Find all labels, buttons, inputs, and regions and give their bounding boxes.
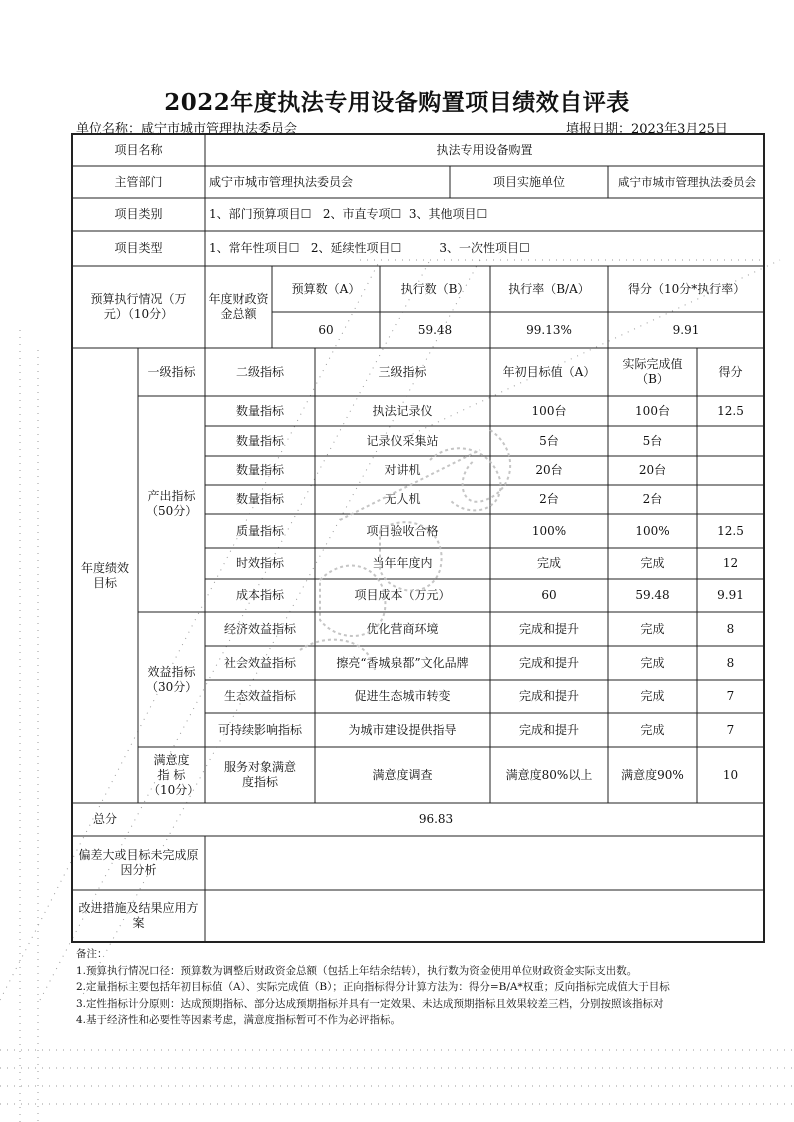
row-l3: 无人机 [384, 492, 421, 506]
l3-header: 三级指标 [378, 364, 427, 379]
category-value: 1、部门预算项目☐ 2、市直专项☐ 3、其他项目☐ [209, 207, 488, 221]
total-label: 总分 [92, 812, 117, 826]
row-l2: 数量指标 [235, 433, 284, 448]
row-l3: 对讲机 [384, 463, 421, 477]
row-target: 完成和提升 [518, 689, 579, 703]
row-target: 5台 [539, 433, 559, 448]
note-item: 2.定量指标主要包括年初目标值（A）、实际完成值（B）；正向指标得分计算方法为：得分=B/A*权重；反向指标完成值大于目标 [76, 981, 670, 993]
row-l3: 擦亮“香城泉都”文化品牌 [336, 655, 469, 670]
row-l3: 记录仪采集站 [366, 433, 439, 448]
row-actual: 完成 [640, 621, 665, 636]
l2-header: 二级指标 [235, 364, 284, 379]
l1-header: 一级指标 [147, 364, 196, 379]
impl-unit-label: 项目实施单位 [492, 174, 565, 189]
project-name-label: 项目名称 [114, 142, 163, 157]
row-score [697, 426, 764, 456]
category-label: 项目类别 [114, 207, 163, 221]
exec-header: 执行数（B） [400, 281, 470, 296]
row-target: 100% [531, 523, 567, 538]
row-score: 12.5 [717, 403, 744, 418]
row-score: 12.5 [717, 523, 744, 538]
row-l2: 社会效益指标 [223, 655, 296, 670]
benefit-label: 效益指标（30分） [146, 664, 198, 694]
notes-title: 备注： [76, 948, 108, 960]
goal-label: 年度绩效目标 [80, 560, 129, 590]
project-name-value: 执法专用设备购置 [436, 142, 533, 157]
row-l2: 经济效益指标 [223, 621, 296, 636]
fill-date: 填报日期：2023年3月25日 [566, 122, 728, 137]
row-score: 8 [726, 621, 735, 636]
row-l3: 当年年度内 [372, 556, 433, 570]
row-l3: 优化营商环境 [366, 621, 439, 636]
row-actual: 完成 [640, 689, 665, 703]
row-l2: 数量指标 [235, 463, 284, 477]
note-item: 4.基于经济性和必要性等因素考虑，满意度指标暂可不作为必评指标。 [76, 1014, 402, 1026]
row-actual: 100台 [635, 403, 670, 418]
deviation-content[interactable] [205, 836, 764, 890]
row-target: 100台 [531, 403, 567, 418]
row-l3: 满意度调查 [372, 767, 433, 782]
type-label: 项目类型 [114, 241, 163, 255]
note-item: 1.预算执行情况口径：预算数为调整后财政资金总额（包括上年结余结转），执行数为资金使用单位财政资金实际支出数。 [76, 964, 638, 977]
page-title: 2022年度执法专用设备购置项目绩效自评表 [164, 89, 630, 116]
dept-label: 主管部门 [114, 174, 163, 189]
row-l2: 生态效益指标 [223, 689, 296, 703]
total-value: 96.83 [418, 812, 454, 826]
row-actual: 完成 [640, 722, 665, 737]
row-score: 7 [726, 689, 735, 703]
output-label: 产出指标（50分） [146, 489, 198, 518]
rate-header: 执行率（B/A） [508, 281, 590, 296]
row-actual: 20台 [638, 463, 667, 477]
improve-content[interactable] [205, 890, 764, 942]
row-actual: 完成 [640, 556, 665, 570]
target-header: 年初目标值（A） [502, 364, 596, 379]
row-score: 9.91 [717, 588, 744, 602]
row-target: 2台 [539, 492, 559, 506]
funds-label: 年度财政资金总额 [208, 292, 269, 321]
unit-name: 单位名称：咸宁市城市管理执法委员会 [76, 122, 298, 137]
row-target: 60 [541, 588, 557, 602]
row-l3: 促进生态城市转变 [354, 689, 451, 703]
budget-header: 预算数（A） [291, 281, 361, 296]
row-score: 10 [722, 767, 739, 782]
budget-value: 60 [318, 322, 334, 337]
row-target: 满意度80%以上 [505, 767, 593, 782]
row-actual: 59.48 [635, 588, 670, 602]
row-l2: 服务对象满意度指标 [223, 760, 296, 789]
score-header: 得分 [718, 364, 743, 379]
row-l2: 可持续影响指标 [217, 722, 302, 737]
rate-value: 99.13% [526, 322, 572, 337]
actual-header: 实际完成值（B） [622, 357, 683, 386]
row-target: 完成和提升 [518, 655, 579, 670]
row-l2: 数量指标 [235, 492, 284, 506]
row-l2: 时效指标 [235, 556, 284, 570]
notes-section [76, 946, 776, 1029]
row-l2: 数量指标 [235, 403, 284, 418]
row-target: 完成和提升 [518, 621, 579, 636]
seal-stamp [280, 420, 520, 680]
row-l3: 项目成本（万元） [354, 588, 451, 602]
row-score [697, 485, 764, 514]
budget-score-value: 9.91 [672, 322, 700, 337]
row-score: 12 [722, 556, 739, 570]
satisfaction-label: 满意度指 标（10分） [148, 752, 200, 797]
row-score [697, 456, 764, 485]
budget-label: 预算执行情况（万元）（10分） [90, 292, 187, 321]
row-l3: 执法记录仪 [372, 403, 433, 418]
row-l3: 为城市建设提供指导 [348, 722, 457, 737]
row-l2: 质量指标 [235, 523, 284, 538]
row-actual: 满意度90% [621, 767, 684, 782]
type-value: 1、常年性项目☐ 2、延续性项目☐ 3、一次性项目☐ [209, 241, 530, 255]
row-score: 8 [726, 655, 735, 670]
row-actual: 100% [635, 523, 670, 538]
impl-unit-value: 咸宁市城市管理执法委员会 [618, 175, 756, 189]
row-l3: 项目验收合格 [366, 523, 439, 538]
improve-label: 改进措施及结果应用方案 [78, 901, 199, 930]
row-actual: 完成 [640, 655, 665, 670]
deviation-label: 偏差大或目标未完成原因分析 [78, 848, 199, 877]
row-target: 完成 [536, 556, 561, 570]
row-actual: 5台 [642, 433, 663, 448]
row-score: 7 [726, 722, 735, 737]
row-target: 20台 [535, 463, 563, 477]
row-l2: 成本指标 [235, 588, 284, 602]
note-item: 3.定性指标计分原则：达成预期指标、部分达成预期指标并具有一定效果、未达成预期指标且效果较差三档，分别按照该指标对 [76, 997, 664, 1010]
row-target: 完成和提升 [518, 722, 579, 737]
row-actual: 2台 [642, 492, 663, 506]
budget-score-header: 得分（10分*执行率） [628, 281, 746, 296]
dept-value: 咸宁市城市管理执法委员会 [209, 174, 354, 189]
exec-value: 59.48 [417, 322, 453, 337]
